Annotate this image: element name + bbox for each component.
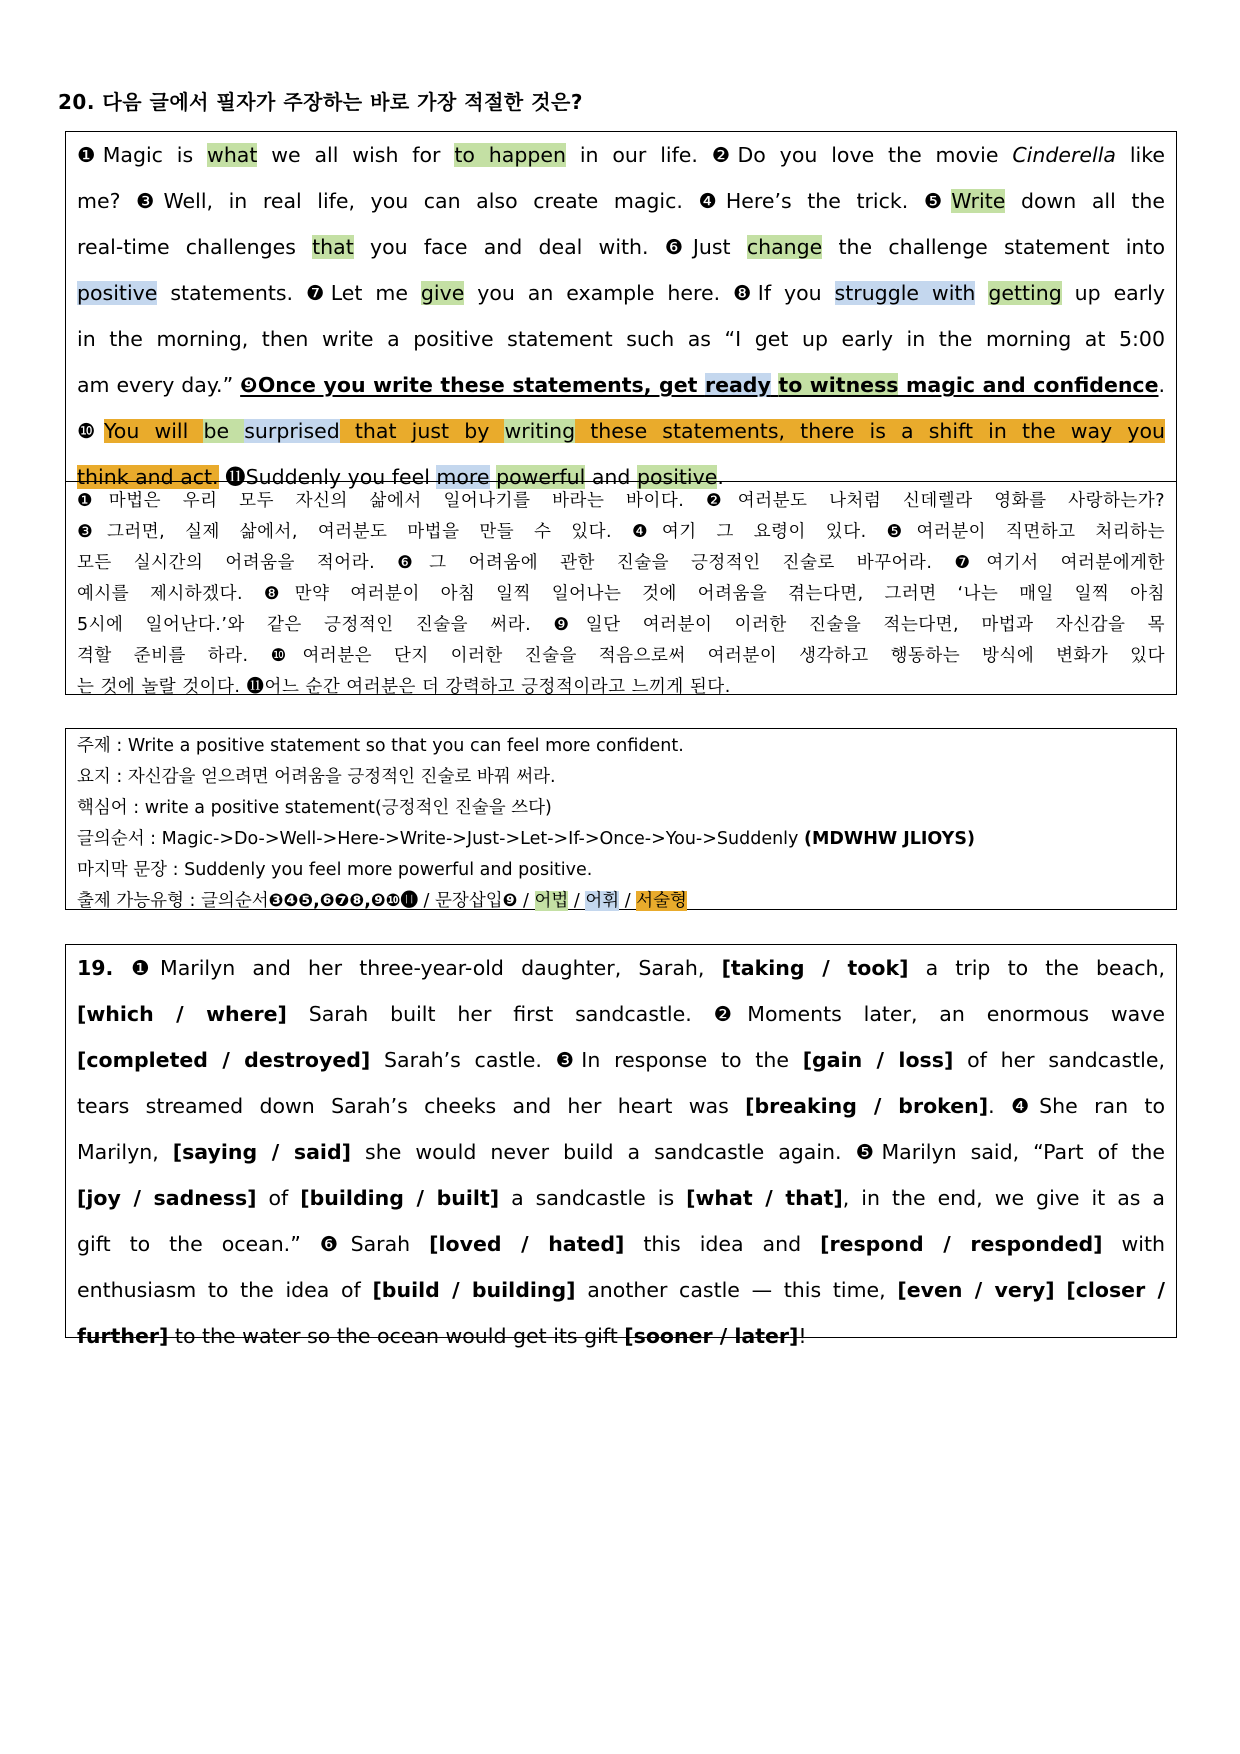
highlighted-phrase: positive [77, 281, 158, 305]
text-segment: am every day.” [77, 373, 241, 397]
types-separator: / [568, 891, 586, 911]
highlighted-phrase: surprised [244, 419, 340, 443]
text-segment: gift to the ocean.” ❻Sarah [77, 1232, 430, 1256]
text-line [77, 178, 1165, 224]
highlighted-phrase: what [207, 143, 258, 167]
types-insert-number: ❾ [502, 891, 518, 911]
text-segment: ❶Marilyn and her three-year-old daughter, Sarah, [131, 956, 722, 980]
text-segment: . ❹She ran to [988, 1094, 1165, 1118]
bold-phrase: [completed / destroyed] [77, 1048, 371, 1072]
text-line [77, 641, 1165, 672]
last-sentence-line: 마지막 문장 : Suddenly you feel more powerful and positive. [77, 860, 593, 880]
text-line [77, 579, 1165, 610]
text-segment: like [1115, 143, 1165, 167]
text-line [77, 486, 1165, 517]
bold-phrase: [saying / said] [172, 1140, 352, 1164]
highlighted-phrase: give [420, 281, 465, 305]
bold-phrase: further] [77, 1324, 169, 1348]
text-line [77, 1083, 1165, 1129]
text-segment: a sandcastle is [499, 1186, 687, 1210]
text-segment: up early [1061, 281, 1166, 305]
text-line [77, 132, 1165, 178]
bold-phrase: [what / that] [686, 1186, 843, 1210]
text-segment: 5시에 일어난다.’와 같은 긍정적인 진술을 써라. ❾일단 여러분이 이러한 진술을 적는다면, 마법과 자신감을 목 [77, 615, 1165, 635]
text-line [77, 224, 1165, 270]
text-segment: statements. ❼Let me [157, 281, 421, 305]
types-separator: / 문장삽입 [417, 891, 503, 911]
text-segment: ❶Magic is [77, 143, 208, 167]
text-line [77, 945, 1165, 991]
bold-phrase: [respond / responded] [820, 1232, 1103, 1256]
bold-phrase: [build / building] [372, 1278, 576, 1302]
text-segment: real-time challenges [77, 235, 313, 259]
text-segment: 는 것에 놀랄 것이다. ⓫어느 순간 여러분은 더 강력하고 긍정적이라고 느끼게 된다. [77, 677, 731, 697]
text-line [77, 672, 1165, 703]
text-segment: of [256, 1186, 301, 1210]
text-segment: down all the [1005, 189, 1165, 213]
bold-phrase: [joy / sadness] [77, 1186, 257, 1210]
text-segment [975, 281, 988, 305]
question-types-line [77, 886, 1165, 917]
keyword-line: 핵심어 : write a positive statement(긍정적인 진술을 쓰다) [77, 798, 552, 818]
highlighted-phrase: that just by [339, 419, 505, 443]
highlighted-phrase: ready [704, 373, 771, 397]
text-line [77, 991, 1165, 1037]
text-line [77, 408, 1165, 454]
text-line [77, 316, 1165, 362]
text-line [77, 610, 1165, 641]
highlighted-phrase: change [746, 235, 823, 259]
text-line [77, 1267, 1165, 1313]
bold-phrase: [gain / loss] [802, 1048, 954, 1072]
order-sequence: 글의순서 : Magic->Do->Well->Here->Write->Just->Let->If->Once->You->Suddenly [77, 829, 804, 849]
text-segment: you face and deal with. ❻Just [353, 235, 747, 259]
highlighted-phrase: more [436, 465, 490, 489]
text-segment: ❿ [77, 419, 104, 443]
passage-box [65, 131, 1177, 489]
bold-phrase: [closer / [1066, 1278, 1165, 1302]
types-label: 출제 가능유형 : 글의순서 [77, 891, 269, 911]
text-segment: Cinderella [1012, 143, 1116, 167]
order-code: (MDWHW JLIOYS) [803, 829, 975, 849]
text-segment: ❶마법은 우리 모두 자신의 삶에서 일어나기를 바라는 바이다. ❷여러분도 나처럼 신데렐라 영화를 사랑하는가? [77, 491, 1165, 511]
bold-phrase: magic and confidence [898, 373, 1159, 397]
bold-phrase: 19. [77, 956, 132, 980]
highlighted-phrase: to witness [778, 373, 899, 397]
text-segment: this idea and [624, 1232, 821, 1256]
translation-box [65, 481, 1177, 695]
text-segment: in the morning, then write a positive statement such as “I get up early in the morning at 5:00 [77, 327, 1165, 351]
text-segment: enthusiasm to the idea of [77, 1278, 373, 1302]
highlighted-phrase: be [203, 419, 245, 443]
text-line [77, 1175, 1165, 1221]
text-segment: , in the end, we give it as a [842, 1186, 1165, 1210]
text-segment: a trip to the beach, [908, 956, 1166, 980]
bold-phrase: [loved / hated] [429, 1232, 625, 1256]
text-segment: me? ❸Well, in real life, you can also create magic. ❹Here’s the trick. ❺ [77, 189, 952, 213]
bold-phrase: [breaking / broken] [745, 1094, 989, 1118]
types-separator: / [619, 891, 637, 911]
text-line [77, 1037, 1165, 1083]
bold-phrase: [taking / took] [721, 956, 909, 980]
text-line [77, 362, 1165, 408]
highlighted-phrase: Write [951, 189, 1006, 213]
topic-line: 주제 : Write a positive statement so that you can feel more confident. [77, 736, 684, 756]
text-line [77, 270, 1165, 316]
highlighted-phrase: struggle with [834, 281, 976, 305]
text-line [77, 1129, 1165, 1175]
text-segment: Sarah’s castle. ❸In response to the [370, 1048, 803, 1072]
text-line [77, 548, 1165, 579]
bold-phrase: [which / where] [77, 1002, 287, 1026]
text-segment: of her sandcastle, [953, 1048, 1165, 1072]
text-segment [1055, 1278, 1067, 1302]
text-segment: with [1102, 1232, 1165, 1256]
order-line [77, 824, 1165, 855]
highlighted-phrase: You will [104, 419, 204, 443]
text-segment: and [585, 465, 637, 489]
summary-box [65, 728, 1177, 910]
bold-phrase: ❾Once you write these statements, get [240, 373, 705, 397]
highlighted-phrase: these statements, there is a shift in the way you [575, 419, 1165, 443]
text-line [77, 517, 1165, 548]
types-order-numbers: ❸❹❺,❻❼❽,❾❿⓫ [268, 891, 418, 911]
question-20-title: 20. 다음 글에서 필자가 주장하는 바로 가장 적절한 것은? [58, 90, 583, 114]
tag-vocabulary: 어휘 [585, 891, 620, 911]
text-segment: another castle — this time, [575, 1278, 898, 1302]
text-segment: she would never build a sandcastle again. ❺Marilyn said, “Part of the [351, 1140, 1165, 1164]
highlighted-phrase: positive [636, 465, 718, 489]
text-segment: you an example here. ❽If you [464, 281, 835, 305]
text-segment: Sarah built her first sandcastle. ❷Moments later, an enormous wave [286, 1002, 1165, 1026]
highlighted-phrase: powerful [496, 465, 586, 489]
text-segment: in our life. ❷Do you love the movie [565, 143, 1013, 167]
highlighted-phrase: to happen [454, 143, 566, 167]
tag-grammar: 어법 [534, 891, 569, 911]
text-segment: . [717, 465, 724, 489]
text-line [77, 1313, 1165, 1359]
bold-phrase: [sooner / later] [624, 1324, 799, 1348]
gist-line: 요지 : 자신감을 얻으려면 어려움을 긍정적인 진술로 바꿔 써라. [77, 767, 556, 787]
text-line [77, 1221, 1165, 1267]
text-segment: ! [798, 1324, 807, 1348]
question-19-box [65, 944, 1177, 1348]
text-segment: . [1158, 373, 1166, 397]
highlighted-phrase: that [312, 235, 354, 259]
highlighted-phrase: think and act. [77, 465, 219, 489]
text-segment: Marilyn, [77, 1140, 173, 1164]
text-segment: 모든 실시간의 어려움을 적어라. ❻그 어려움에 관한 진술을 긍정적인 진술로 바꾸어라. ❼여기서 여러분에게한 [77, 553, 1165, 573]
bold-phrase: [building / built] [300, 1186, 500, 1210]
types-separator: / [517, 891, 535, 911]
highlighted-phrase: writing [504, 419, 576, 443]
highlighted-phrase: getting [988, 281, 1062, 305]
tag-essay: 서술형 [636, 891, 687, 911]
text-segment: we all wish for [257, 143, 455, 167]
text-segment: to the water so the ocean would get its gift [168, 1324, 625, 1348]
text-segment: the challenge statement into [822, 235, 1165, 259]
text-segment: ⓫Suddenly you feel [218, 465, 437, 489]
text-segment: ❸그러면, 실제 삶에서, 여러분도 마법을 만들 수 있다. ❹여기 그 요령이 있다. ❺여러분이 직면하고 처리하는 [77, 522, 1165, 542]
text-segment: 격할 준비를 하라. ❿여러분은 단지 이러한 진술을 적음으로써 여러분이 생각하고 행동하는 방식에 변화가 있다 [77, 646, 1165, 666]
bold-phrase: [even / very] [897, 1278, 1055, 1302]
text-segment: 예시를 제시하겠다. ❽만약 여러분이 아침 일찍 일어나는 것에 어려움을 겪는다면, 그러면 ‘나는 매일 일찍 아침 [77, 584, 1165, 604]
text-segment: tears streamed down Sarah’s cheeks and her heart was [77, 1094, 746, 1118]
